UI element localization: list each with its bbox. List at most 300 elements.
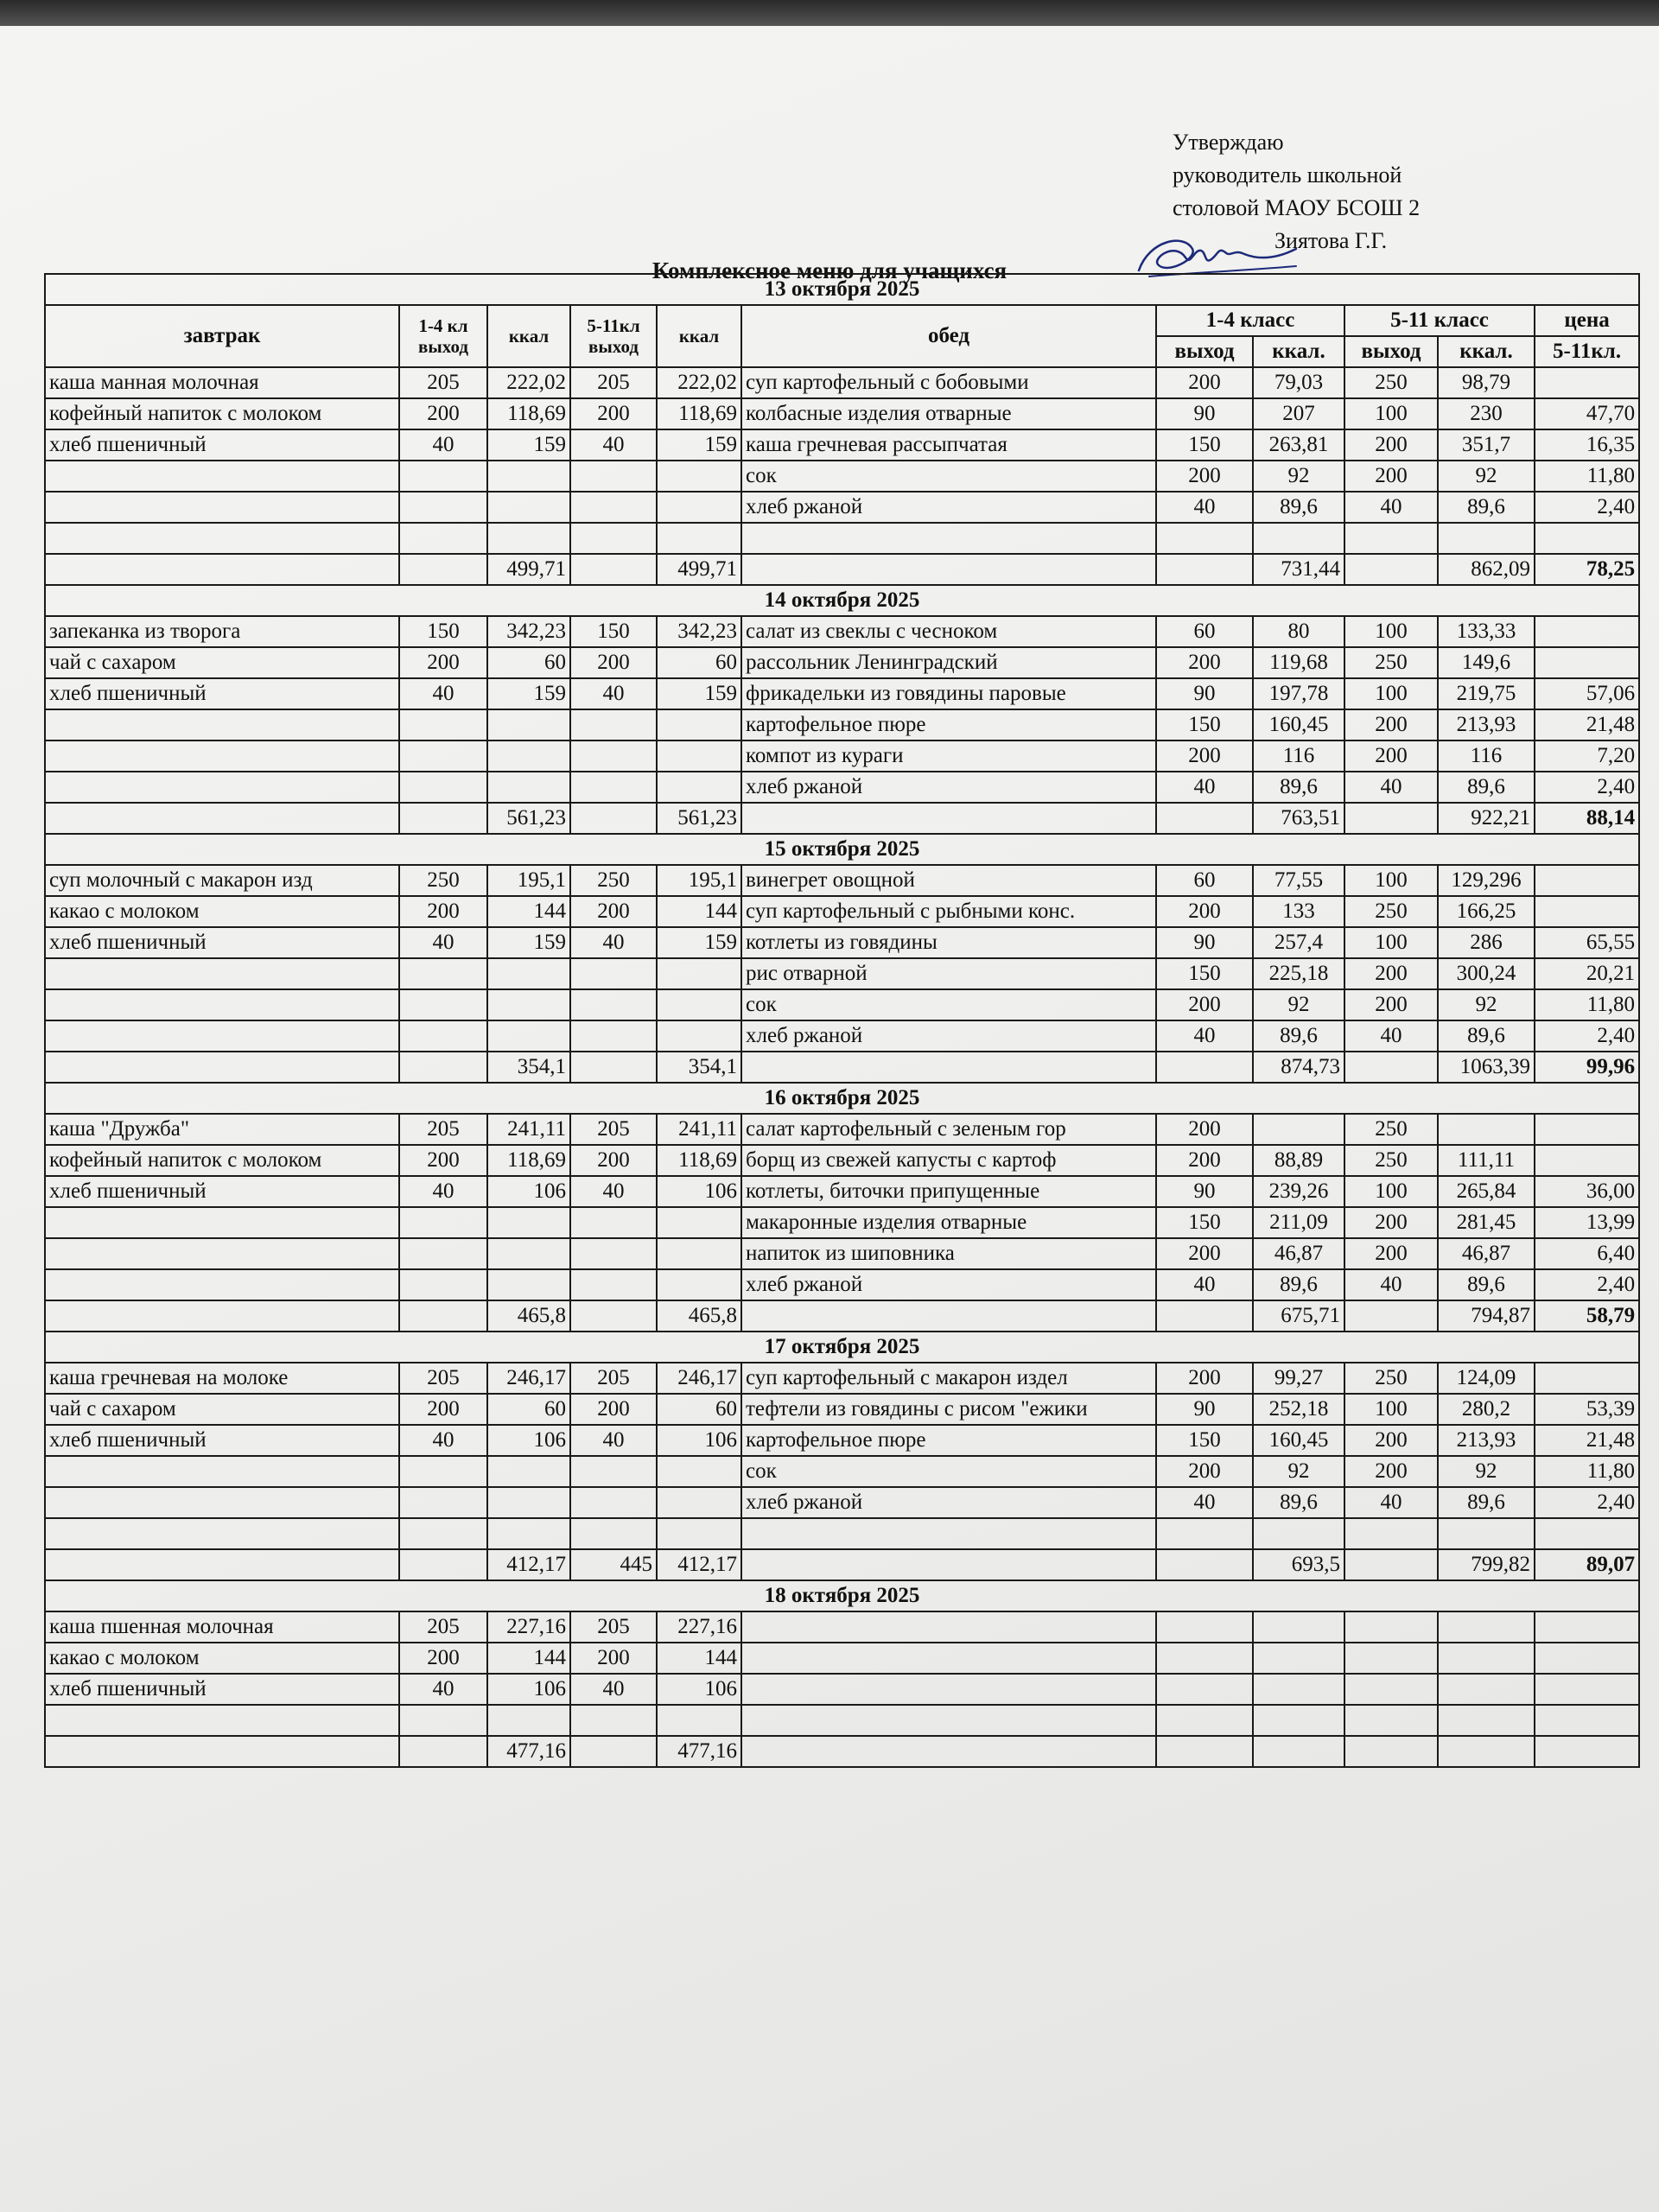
lunch-dish: колбасные изделия отварные: [741, 398, 1156, 429]
lunch-dish: картофельное пюре: [741, 1425, 1156, 1456]
header-class-5-11: 5-11 класс: [1344, 305, 1535, 336]
lunch-kcal-1-4: 77,55: [1253, 865, 1344, 896]
breakfast-output-1-4: [399, 523, 487, 554]
total-empty: [741, 803, 1156, 834]
total-empty: [1344, 1300, 1438, 1332]
breakfast-output-5-11: 40: [570, 1176, 657, 1207]
breakfast-dish: [45, 1518, 399, 1549]
total-price: 88,14: [1535, 803, 1639, 834]
day-date: 14 октября 2025: [45, 585, 1639, 616]
menu-row: [45, 429, 1639, 461]
total-breakfast-kcal-1-4: 499,71: [487, 554, 570, 585]
lunch-output-1-4: 200: [1156, 1238, 1253, 1269]
total-empty: [399, 1300, 487, 1332]
menu-row: [45, 1020, 1639, 1052]
lunch-price: [1535, 1611, 1639, 1643]
breakfast-kcal-1-4: [487, 958, 570, 989]
breakfast-dish: чай с сахаром: [45, 1394, 399, 1425]
lunch-output-1-4: 200: [1156, 989, 1253, 1020]
breakfast-kcal-1-4: 241,11: [487, 1114, 570, 1145]
breakfast-output-1-4: [399, 1238, 487, 1269]
breakfast-kcal-1-4: [487, 1238, 570, 1269]
total-empty: [1156, 554, 1253, 585]
lunch-dish: [741, 1705, 1156, 1736]
lunch-dish: каша гречневая рассыпчатая: [741, 429, 1156, 461]
lunch-output-5-11: 40: [1344, 1020, 1438, 1052]
lunch-kcal-5-11: 92: [1438, 989, 1535, 1020]
lunch-kcal-1-4: [1253, 1114, 1344, 1145]
breakfast-dish: [45, 1456, 399, 1487]
breakfast-dish: какао с молоком: [45, 896, 399, 927]
lunch-price: [1535, 896, 1639, 927]
header-output-label: выход: [588, 336, 639, 357]
breakfast-output-1-4: 205: [399, 1611, 487, 1643]
total-breakfast-kcal-5-11: 561,23: [657, 803, 741, 834]
lunch-output-5-11: 40: [1344, 1487, 1438, 1518]
menu-row: [45, 367, 1639, 398]
lunch-kcal-5-11: [1438, 1611, 1535, 1643]
menu-row: [45, 1611, 1639, 1643]
breakfast-dish: хлеб пшеничный: [45, 678, 399, 709]
lunch-kcal-5-11: 219,75: [1438, 678, 1535, 709]
total-lunch-kcal-5-11: 1063,39: [1438, 1052, 1535, 1083]
lunch-kcal-1-4: 46,87: [1253, 1238, 1344, 1269]
lunch-output-1-4: 200: [1156, 367, 1253, 398]
breakfast-kcal-5-11: 222,02: [657, 367, 741, 398]
lunch-output-5-11: 250: [1344, 647, 1438, 678]
breakfast-output-5-11: 200: [570, 398, 657, 429]
header-kcal: ккал: [487, 305, 570, 367]
breakfast-dish: кофейный напиток с молоком: [45, 1145, 399, 1176]
breakfast-dish: [45, 989, 399, 1020]
lunch-price: [1535, 865, 1639, 896]
menu-row: [45, 1363, 1639, 1394]
breakfast-kcal-5-11: [657, 1456, 741, 1487]
lunch-kcal-1-4: 252,18: [1253, 1394, 1344, 1425]
lunch-dish: [741, 1611, 1156, 1643]
lunch-kcal-1-4: 207: [1253, 398, 1344, 429]
menu-row: [45, 461, 1639, 492]
lunch-kcal-5-11: [1438, 1674, 1535, 1705]
lunch-kcal-1-4: [1253, 1611, 1344, 1643]
lunch-kcal-1-4: 197,78: [1253, 678, 1344, 709]
breakfast-output-1-4: 200: [399, 647, 487, 678]
breakfast-output-5-11: 200: [570, 647, 657, 678]
lunch-output-5-11: 200: [1344, 741, 1438, 772]
lunch-output-1-4: 40: [1156, 1487, 1253, 1518]
header-grade-5-11-label: 5-11кл: [587, 315, 640, 336]
lunch-kcal-5-11: 213,93: [1438, 709, 1535, 741]
total-lunch-kcal-1-4: 763,51: [1253, 803, 1344, 834]
lunch-kcal-5-11: 124,09: [1438, 1363, 1535, 1394]
column-header-row: [45, 305, 1639, 336]
lunch-output-1-4: 200: [1156, 1145, 1253, 1176]
breakfast-kcal-1-4: 60: [487, 647, 570, 678]
lunch-output-1-4: 200: [1156, 461, 1253, 492]
breakfast-output-5-11: [570, 523, 657, 554]
breakfast-kcal-5-11: 159: [657, 429, 741, 461]
breakfast-output-1-4: 200: [399, 1643, 487, 1674]
menu-row: [45, 1487, 1639, 1518]
menu-row: [45, 492, 1639, 523]
lunch-price: [1535, 1363, 1639, 1394]
breakfast-kcal-5-11: [657, 772, 741, 803]
breakfast-kcal-5-11: 144: [657, 1643, 741, 1674]
breakfast-kcal-5-11: 195,1: [657, 865, 741, 896]
lunch-kcal-5-11: 46,87: [1438, 1238, 1535, 1269]
breakfast-dish: [45, 1020, 399, 1052]
header-price-grades: 5-11кл.: [1535, 336, 1639, 367]
approval-line: столовой МАОУ БСОШ 2: [1173, 195, 1421, 220]
header-lunch-kcal: ккал.: [1253, 336, 1344, 367]
lunch-output-5-11: 100: [1344, 1176, 1438, 1207]
lunch-dish: котлеты, биточки припущенные: [741, 1176, 1156, 1207]
breakfast-kcal-5-11: [657, 1207, 741, 1238]
lunch-output-1-4: 60: [1156, 865, 1253, 896]
lunch-kcal-1-4: 257,4: [1253, 927, 1344, 958]
breakfast-output-5-11: 200: [570, 1145, 657, 1176]
total-empty: [741, 1549, 1156, 1580]
header-lunch-output: выход: [1156, 336, 1253, 367]
total-breakfast-kcal-5-11: 412,17: [657, 1549, 741, 1580]
lunch-output-1-4: 200: [1156, 647, 1253, 678]
menu-row: [45, 1207, 1639, 1238]
total-empty: [1156, 1300, 1253, 1332]
breakfast-output-5-11: 205: [570, 1114, 657, 1145]
menu-row: [45, 772, 1639, 803]
lunch-price: [1535, 647, 1639, 678]
breakfast-output-5-11: [570, 709, 657, 741]
lunch-dish: тефтели из говядины с рисом "ежики: [741, 1394, 1156, 1425]
breakfast-dish: [45, 772, 399, 803]
breakfast-kcal-1-4: [487, 772, 570, 803]
signer-name: Зиятова Г.Г.: [1274, 228, 1388, 253]
lunch-output-5-11: 100: [1344, 398, 1438, 429]
breakfast-dish: [45, 492, 399, 523]
total-empty: [1344, 1549, 1438, 1580]
breakfast-kcal-5-11: 106: [657, 1674, 741, 1705]
total-label-empty: [45, 1300, 399, 1332]
breakfast-kcal-1-4: [487, 1207, 570, 1238]
breakfast-output-1-4: 150: [399, 616, 487, 647]
menu-row: [45, 989, 1639, 1020]
breakfast-dish: [45, 1238, 399, 1269]
menu-row: [45, 958, 1639, 989]
breakfast-dish: хлеб пшеничный: [45, 927, 399, 958]
lunch-output-1-4: [1156, 1674, 1253, 1705]
day-date: 18 октября 2025: [45, 1580, 1639, 1611]
lunch-price: [1535, 1114, 1639, 1145]
lunch-price: 53,39: [1535, 1394, 1639, 1425]
lunch-output-5-11: 200: [1344, 958, 1438, 989]
total-lunch-kcal-5-11: 794,87: [1438, 1300, 1535, 1332]
day-date: 13 октября 2025: [45, 274, 1639, 305]
menu-row: [45, 1269, 1639, 1300]
lunch-kcal-1-4: 239,26: [1253, 1176, 1344, 1207]
breakfast-output-1-4: 40: [399, 678, 487, 709]
day-date: 16 октября 2025: [45, 1083, 1639, 1114]
total-row: [45, 1549, 1639, 1580]
lunch-kcal-1-4: 160,45: [1253, 709, 1344, 741]
breakfast-dish: каша гречневая на молоке: [45, 1363, 399, 1394]
lunch-output-1-4: 40: [1156, 1269, 1253, 1300]
lunch-dish: компот из кураги: [741, 741, 1156, 772]
lunch-dish: макаронные изделия отварные: [741, 1207, 1156, 1238]
breakfast-output-1-4: 40: [399, 1425, 487, 1456]
breakfast-dish: хлеб пшеничный: [45, 1425, 399, 1456]
breakfast-output-5-11: [570, 1487, 657, 1518]
breakfast-output-1-4: [399, 492, 487, 523]
menu-table: [44, 273, 1640, 1768]
lunch-output-1-4: 150: [1156, 1207, 1253, 1238]
lunch-output-5-11: 40: [1344, 492, 1438, 523]
lunch-price: 2,40: [1535, 492, 1639, 523]
lunch-dish: сок: [741, 1456, 1156, 1487]
breakfast-kcal-1-4: 342,23: [487, 616, 570, 647]
breakfast-kcal-5-11: [657, 1518, 741, 1549]
lunch-dish: хлеб ржаной: [741, 1020, 1156, 1052]
breakfast-kcal-1-4: 195,1: [487, 865, 570, 896]
breakfast-kcal-5-11: [657, 461, 741, 492]
day-header-row: [45, 1332, 1639, 1363]
lunch-output-5-11: 100: [1344, 678, 1438, 709]
lunch-kcal-1-4: 79,03: [1253, 367, 1344, 398]
breakfast-kcal-5-11: 60: [657, 1394, 741, 1425]
menu-row: [45, 1674, 1639, 1705]
breakfast-output-1-4: [399, 1705, 487, 1736]
lunch-price: 2,40: [1535, 1487, 1639, 1518]
breakfast-dish: хлеб пшеничный: [45, 429, 399, 461]
lunch-output-5-11: 40: [1344, 1269, 1438, 1300]
breakfast-kcal-1-4: 246,17: [487, 1363, 570, 1394]
breakfast-kcal-1-4: 227,16: [487, 1611, 570, 1643]
lunch-price: 11,80: [1535, 1456, 1639, 1487]
breakfast-kcal-5-11: 241,11: [657, 1114, 741, 1145]
lunch-dish: картофельное пюре: [741, 709, 1156, 741]
lunch-output-1-4: 90: [1156, 927, 1253, 958]
day-date: 15 октября 2025: [45, 834, 1639, 865]
lunch-price: [1535, 1705, 1639, 1736]
lunch-price: [1535, 523, 1639, 554]
lunch-output-1-4: 200: [1156, 741, 1253, 772]
lunch-kcal-5-11: [1438, 1643, 1535, 1674]
menu-row: [45, 1114, 1639, 1145]
breakfast-kcal-1-4: 159: [487, 927, 570, 958]
menu-row: [45, 896, 1639, 927]
breakfast-output-5-11: [570, 741, 657, 772]
lunch-kcal-1-4: 89,6: [1253, 1020, 1344, 1052]
breakfast-kcal-1-4: [487, 709, 570, 741]
lunch-output-1-4: [1156, 1643, 1253, 1674]
lunch-output-1-4: 200: [1156, 1114, 1253, 1145]
breakfast-output-5-11: [570, 492, 657, 523]
total-lunch-kcal-1-4: 874,73: [1253, 1052, 1344, 1083]
lunch-dish: фрикадельки из говядины паровые: [741, 678, 1156, 709]
lunch-kcal-1-4: 80: [1253, 616, 1344, 647]
lunch-price: 7,20: [1535, 741, 1639, 772]
total-empty: [399, 803, 487, 834]
lunch-kcal-1-4: 92: [1253, 461, 1344, 492]
breakfast-kcal-5-11: [657, 492, 741, 523]
header-lunch-kcal: ккал.: [1438, 336, 1535, 367]
day-header-row: [45, 585, 1639, 616]
breakfast-dish: какао с молоком: [45, 1643, 399, 1674]
total-breakfast-kcal-1-4: 354,1: [487, 1052, 570, 1083]
approval-line: руководитель школьной: [1173, 162, 1402, 188]
total-breakfast-kcal-5-11: 477,16: [657, 1736, 741, 1767]
menu-row: [45, 709, 1639, 741]
lunch-kcal-1-4: [1253, 523, 1344, 554]
total-lunch-kcal-5-11: [1438, 1736, 1535, 1767]
day-header-row: [45, 274, 1639, 305]
lunch-price: 36,00: [1535, 1176, 1639, 1207]
lunch-dish: винегрет овощной: [741, 865, 1156, 896]
total-empty: [1344, 803, 1438, 834]
header-kcal: ккал: [657, 305, 741, 367]
breakfast-kcal-5-11: [657, 1705, 741, 1736]
lunch-kcal-5-11: [1438, 1114, 1535, 1145]
total-empty: [741, 1736, 1156, 1767]
breakfast-output-5-11: [570, 989, 657, 1020]
breakfast-output-5-11: 200: [570, 1394, 657, 1425]
lunch-output-1-4: 200: [1156, 1456, 1253, 1487]
total-lunch-kcal-1-4: [1253, 1736, 1344, 1767]
lunch-output-1-4: [1156, 1518, 1253, 1549]
total-label-empty: [45, 1052, 399, 1083]
lunch-output-5-11: [1344, 523, 1438, 554]
lunch-kcal-1-4: 92: [1253, 1456, 1344, 1487]
lunch-output-1-4: 40: [1156, 492, 1253, 523]
breakfast-kcal-1-4: [487, 523, 570, 554]
breakfast-dish: каша пшенная молочная: [45, 1611, 399, 1643]
lunch-output-1-4: 200: [1156, 1363, 1253, 1394]
total-breakfast-output-5-11: [570, 1052, 657, 1083]
lunch-output-5-11: 200: [1344, 1425, 1438, 1456]
breakfast-kcal-5-11: [657, 1487, 741, 1518]
lunch-kcal-5-11: 89,6: [1438, 1487, 1535, 1518]
lunch-kcal-1-4: [1253, 1643, 1344, 1674]
menu-row: [45, 398, 1639, 429]
menu-row: [45, 678, 1639, 709]
lunch-output-5-11: 250: [1344, 896, 1438, 927]
lunch-kcal-1-4: 89,6: [1253, 1269, 1344, 1300]
breakfast-dish: каша манная молочная: [45, 367, 399, 398]
lunch-kcal-5-11: 111,11: [1438, 1145, 1535, 1176]
lunch-dish: салат картофельный с зеленым гор: [741, 1114, 1156, 1145]
menu-row: [45, 1394, 1639, 1425]
breakfast-output-5-11: [570, 1020, 657, 1052]
menu-row: [45, 741, 1639, 772]
total-lunch-kcal-5-11: 922,21: [1438, 803, 1535, 834]
breakfast-dish: [45, 461, 399, 492]
lunch-kcal-1-4: 88,89: [1253, 1145, 1344, 1176]
breakfast-kcal-1-4: 106: [487, 1674, 570, 1705]
lunch-price: [1535, 367, 1639, 398]
lunch-dish: суп картофельный с бобовыми: [741, 367, 1156, 398]
total-row: [45, 1300, 1639, 1332]
total-lunch-kcal-1-4: 731,44: [1253, 554, 1344, 585]
breakfast-output-1-4: [399, 1020, 487, 1052]
breakfast-output-5-11: [570, 1705, 657, 1736]
breakfast-output-1-4: [399, 1207, 487, 1238]
lunch-kcal-5-11: 351,7: [1438, 429, 1535, 461]
breakfast-output-5-11: [570, 1269, 657, 1300]
lunch-price: 6,40: [1535, 1238, 1639, 1269]
breakfast-output-1-4: 205: [399, 367, 487, 398]
lunch-dish: [741, 523, 1156, 554]
lunch-kcal-1-4: 89,6: [1253, 772, 1344, 803]
lunch-kcal-5-11: [1438, 1518, 1535, 1549]
total-label-empty: [45, 803, 399, 834]
lunch-output-5-11: 100: [1344, 616, 1438, 647]
breakfast-kcal-1-4: [487, 989, 570, 1020]
breakfast-output-5-11: [570, 1518, 657, 1549]
lunch-output-5-11: 200: [1344, 461, 1438, 492]
breakfast-kcal-5-11: 246,17: [657, 1363, 741, 1394]
breakfast-output-1-4: 200: [399, 896, 487, 927]
breakfast-dish: каша "Дружба": [45, 1114, 399, 1145]
breakfast-kcal-1-4: [487, 1020, 570, 1052]
total-empty: [1344, 554, 1438, 585]
lunch-output-5-11: 200: [1344, 709, 1438, 741]
lunch-dish: напиток из шиповника: [741, 1238, 1156, 1269]
header-grade-5-11: [570, 305, 657, 367]
breakfast-dish: [45, 1705, 399, 1736]
day-date: 17 октября 2025: [45, 1332, 1639, 1363]
breakfast-output-5-11: 40: [570, 429, 657, 461]
lunch-kcal-1-4: 263,81: [1253, 429, 1344, 461]
header-output-label: выход: [418, 336, 468, 357]
day-header-row: [45, 1580, 1639, 1611]
menu-row: [45, 1518, 1639, 1549]
lunch-kcal-1-4: 211,09: [1253, 1207, 1344, 1238]
lunch-kcal-5-11: 92: [1438, 1456, 1535, 1487]
lunch-dish: [741, 1643, 1156, 1674]
lunch-kcal-5-11: 129,296: [1438, 865, 1535, 896]
breakfast-kcal-1-4: 118,69: [487, 398, 570, 429]
lunch-kcal-1-4: 160,45: [1253, 1425, 1344, 1456]
breakfast-output-1-4: [399, 1269, 487, 1300]
lunch-output-5-11: 40: [1344, 772, 1438, 803]
total-empty: [741, 1300, 1156, 1332]
breakfast-dish: [45, 1487, 399, 1518]
lunch-output-5-11: [1344, 1705, 1438, 1736]
breakfast-output-1-4: 205: [399, 1114, 487, 1145]
lunch-kcal-1-4: [1253, 1705, 1344, 1736]
header-price: цена: [1535, 305, 1639, 336]
lunch-price: 2,40: [1535, 1269, 1639, 1300]
total-row: [45, 1052, 1639, 1083]
lunch-kcal-1-4: 89,6: [1253, 492, 1344, 523]
breakfast-kcal-5-11: [657, 1238, 741, 1269]
header-breakfast: завтрак: [45, 305, 399, 367]
total-breakfast-kcal-1-4: 412,17: [487, 1549, 570, 1580]
lunch-output-1-4: 40: [1156, 1020, 1253, 1052]
total-row: [45, 554, 1639, 585]
breakfast-kcal-5-11: [657, 741, 741, 772]
lunch-price: [1535, 1674, 1639, 1705]
breakfast-kcal-5-11: 118,69: [657, 1145, 741, 1176]
breakfast-kcal-1-4: 159: [487, 678, 570, 709]
header-grade-1-4-label: 1-4 кл: [418, 315, 468, 336]
breakfast-output-5-11: 200: [570, 1643, 657, 1674]
lunch-price: 2,40: [1535, 772, 1639, 803]
breakfast-kcal-5-11: 144: [657, 896, 741, 927]
total-breakfast-kcal-1-4: 561,23: [487, 803, 570, 834]
total-empty: [399, 1736, 487, 1767]
lunch-dish: рис отварной: [741, 958, 1156, 989]
menu-row: [45, 523, 1639, 554]
